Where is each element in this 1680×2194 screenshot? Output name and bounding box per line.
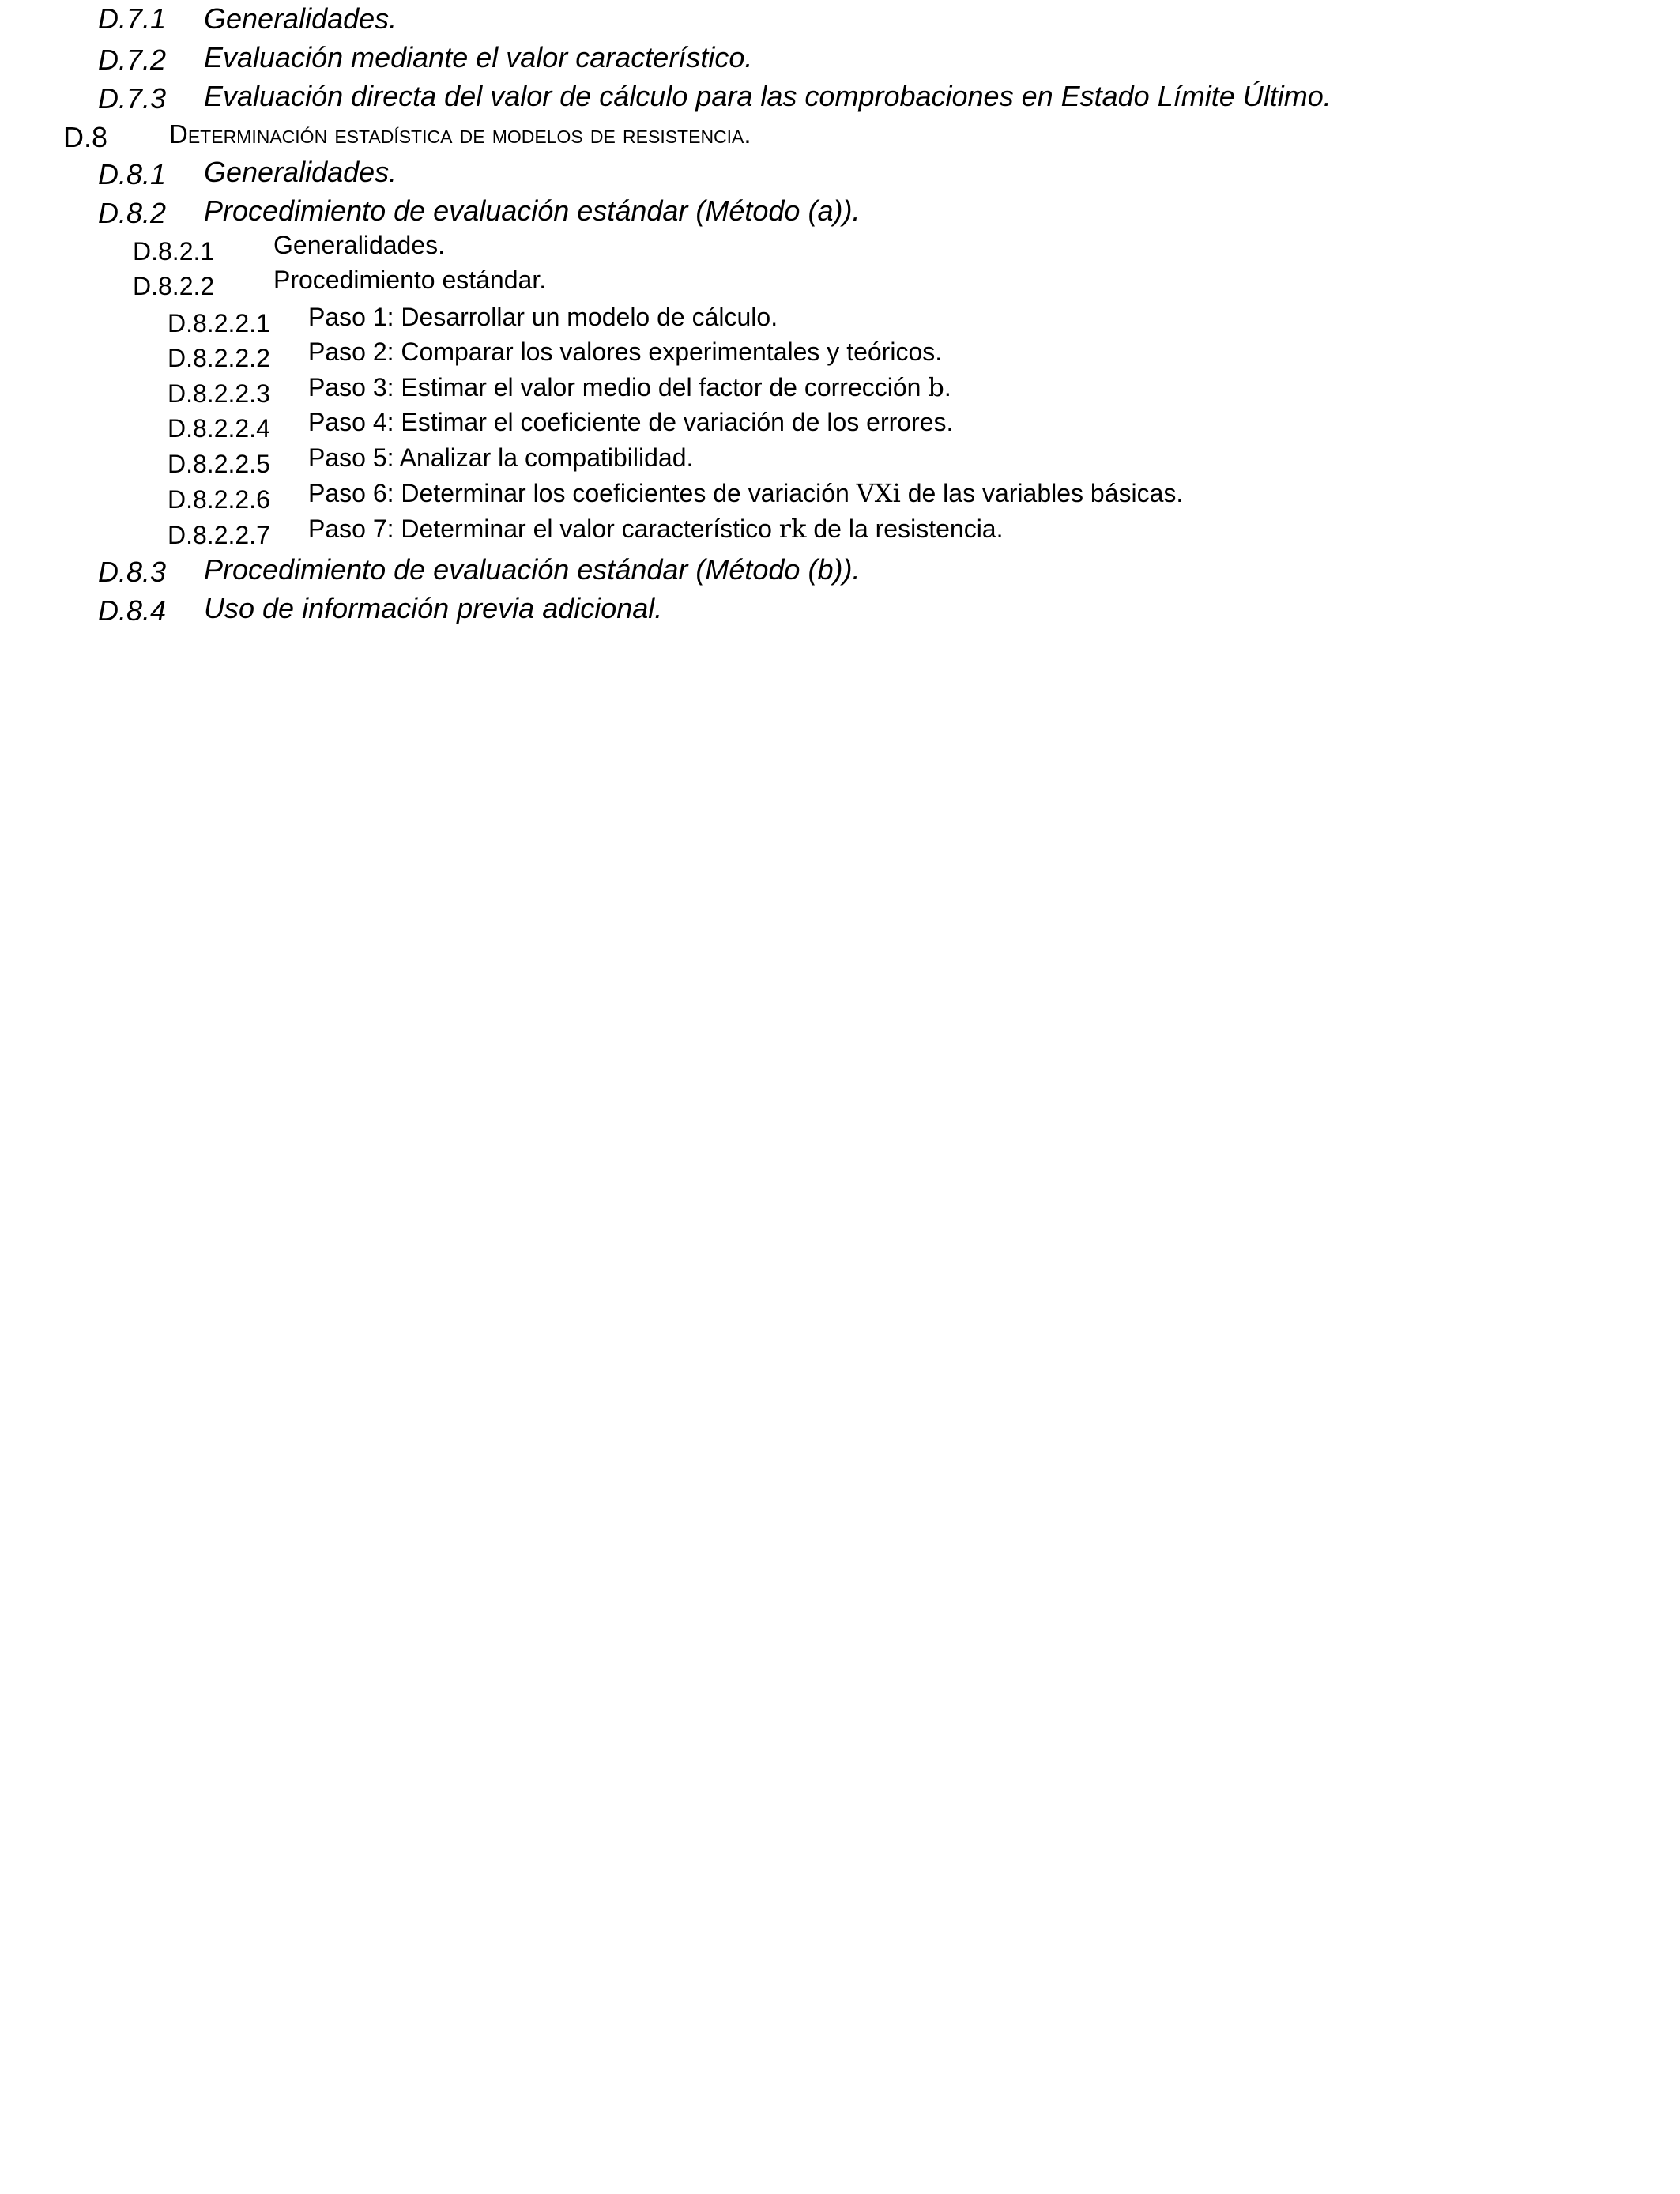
toc-number: D.8.2.2.4 [168, 414, 270, 443]
toc-title-text: de las variables básicas. [900, 479, 1184, 507]
toc-title: Procedimiento de evaluación estándar (Método (b)). [204, 553, 861, 586]
toc-title: Evaluación directa del valor de cálculo para las comprobaciones en Estado Límite Último. [204, 80, 1332, 112]
math-symbol: rk [778, 514, 807, 544]
toc-title: Procedimiento estándar. [273, 266, 547, 294]
toc-number: D.8.2.2.6 [168, 485, 270, 514]
toc-number: D.8.2.2.1 [168, 309, 270, 337]
math-symbol: VXi [856, 478, 901, 508]
toc-number: D.8.3 [98, 556, 167, 588]
toc-title: Determinación estadística de modelos de resistencia. [169, 119, 751, 149]
toc-number: D.7.2 [98, 43, 167, 76]
toc-number: D.8.2.2.7 [168, 521, 270, 549]
toc-number: D.8.2.1 [133, 237, 215, 266]
toc-number: D.8.2.2.2 [168, 344, 270, 372]
toc-title-text: Paso 6: Determinar los coeficientes de variación [308, 479, 857, 507]
toc-number: D.8.2.2 [133, 272, 215, 300]
toc-number: D.8.2 [98, 197, 167, 229]
toc-title: Generalidades. [204, 2, 397, 35]
toc-title-text: de la resistencia. [806, 515, 1004, 543]
toc-number: D.8.2.2.3 [168, 379, 270, 408]
toc-title-text: . [944, 373, 951, 401]
toc-title-text: Paso 7: Determinar el valor característico [308, 515, 779, 543]
toc-title: Paso 5: Analizar la compatibilidad. [308, 443, 694, 472]
toc-title: Paso 2: Comparar los valores experimentales y teóricos. [308, 337, 943, 366]
toc-number: D.8.2.2.5 [168, 450, 270, 478]
toc-title [308, 372, 951, 402]
toc-title: Uso de información previa adicional. [204, 592, 663, 624]
toc-title-text: Paso 3: Estimar el valor medio del factor de corrección [308, 373, 929, 401]
toc-number: D.8 [63, 121, 108, 153]
toc-title: Procedimiento de evaluación estándar (Método (a)). [204, 194, 861, 227]
toc-number: D.8.4 [98, 594, 167, 627]
toc-title [308, 478, 1184, 508]
math-symbol: b [928, 372, 944, 402]
toc-title: Evaluación mediante el valor característico. [204, 41, 753, 74]
toc-number: D.8.1 [98, 158, 167, 190]
toc-number: D.7.1 [98, 2, 167, 35]
toc-title: Paso 4: Estimar el coeficiente de variación de los errores. [308, 408, 954, 436]
toc-number: D.7.3 [98, 82, 167, 115]
toc-title: Generalidades. [273, 231, 446, 259]
toc-title: Paso 1: Desarrollar un modelo de cálculo. [308, 303, 778, 331]
toc-title [308, 514, 1004, 544]
toc-title: Generalidades. [204, 156, 397, 188]
